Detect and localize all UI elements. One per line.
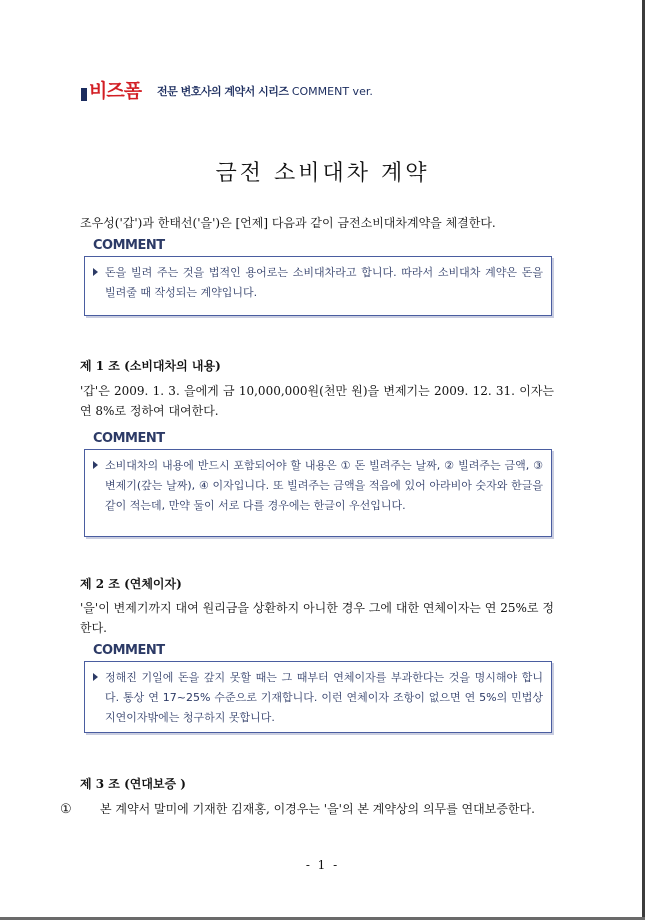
page-number: - 1 - [305, 858, 340, 872]
document-title: 금전 소비대차 계약 [215, 161, 430, 186]
page-header [81, 79, 481, 103]
brand-logo: 비즈폼 [89, 80, 142, 102]
comment-label: COMMENT [93, 643, 165, 658]
article-item [60, 799, 554, 820]
item-marker: ① [60, 802, 72, 817]
article-body: '갑'은 2009. 1. 3. 을에게 금 10,000,000원(천만 원)을 변제기는 2009. 12. 31. 이자는 연 8%로 정하여 대여한다. [80, 384, 554, 418]
article-heading: 제 3 조 (연대보증 ) [80, 777, 186, 791]
article-body: '을'이 변제기까지 대여 원리금을 상환하지 아니한 경우 그에 대한 연체이자는 연 25%로 정한다. [80, 601, 554, 635]
comment-text: 정해진 기일에 돈을 갚지 못할 때는 그 때부터 연체이자를 부과한다는 것을 명시해야 합니다. 통상 연 17~25% 수준으로 기재합니다. 이런 연체이자 조항이 없으면 연 5%의 민법상 지연이자밖에는 청구하지 못합니다. [105, 671, 543, 724]
triangle-bullet-icon [93, 268, 98, 276]
article-body: 본 계약서 말미에 기재한 김재홍, 이경우는 '을'의 본 계약상의 의무를 연대보증한다. [100, 802, 535, 816]
comment-box [84, 256, 552, 316]
triangle-bullet-icon [93, 461, 98, 469]
article-heading: 제 1 조 (소비대차의 내용) [80, 359, 221, 373]
intro-paragraph: 조우성('갑')과 한태선('을')은 [언제] 다음과 같이 금전소비대차계약을 체결한다. [80, 216, 496, 230]
series-subtitle [157, 85, 373, 99]
comment-box [84, 661, 552, 733]
triangle-bullet-icon [93, 673, 98, 681]
comment-box [84, 449, 552, 537]
comment-label: COMMENT [93, 238, 165, 253]
comment-text: 돈을 빌려 주는 것을 법적인 용어로는 소비대차라고 합니다. 따라서 소비대차 계약은 돈을 빌려줄 때 작성되는 계약입니다. [105, 266, 543, 299]
article-heading: 제 2 조 (연체이자) [80, 577, 182, 591]
series-version: COMMENT ver. [291, 85, 373, 98]
header-accent-bar [81, 88, 87, 101]
comment-label: COMMENT [93, 431, 165, 446]
comment-text: 소비대차의 내용에 반드시 포함되어야 할 내용은 ① 돈 빌려주는 날짜, ② 빌려주는 금액, ③ 변제기(갚는 날짜), ④ 이자입니다. 또 빌려주는 금액을 적음에 있어 아라비아 숫자와 한글을 같이 적는데, 만약 둘이 서로 다를 경우에는 한글이 우선입니다. [105, 459, 543, 512]
series-name: 전문 변호사의 계약서 시리즈 [157, 85, 289, 98]
